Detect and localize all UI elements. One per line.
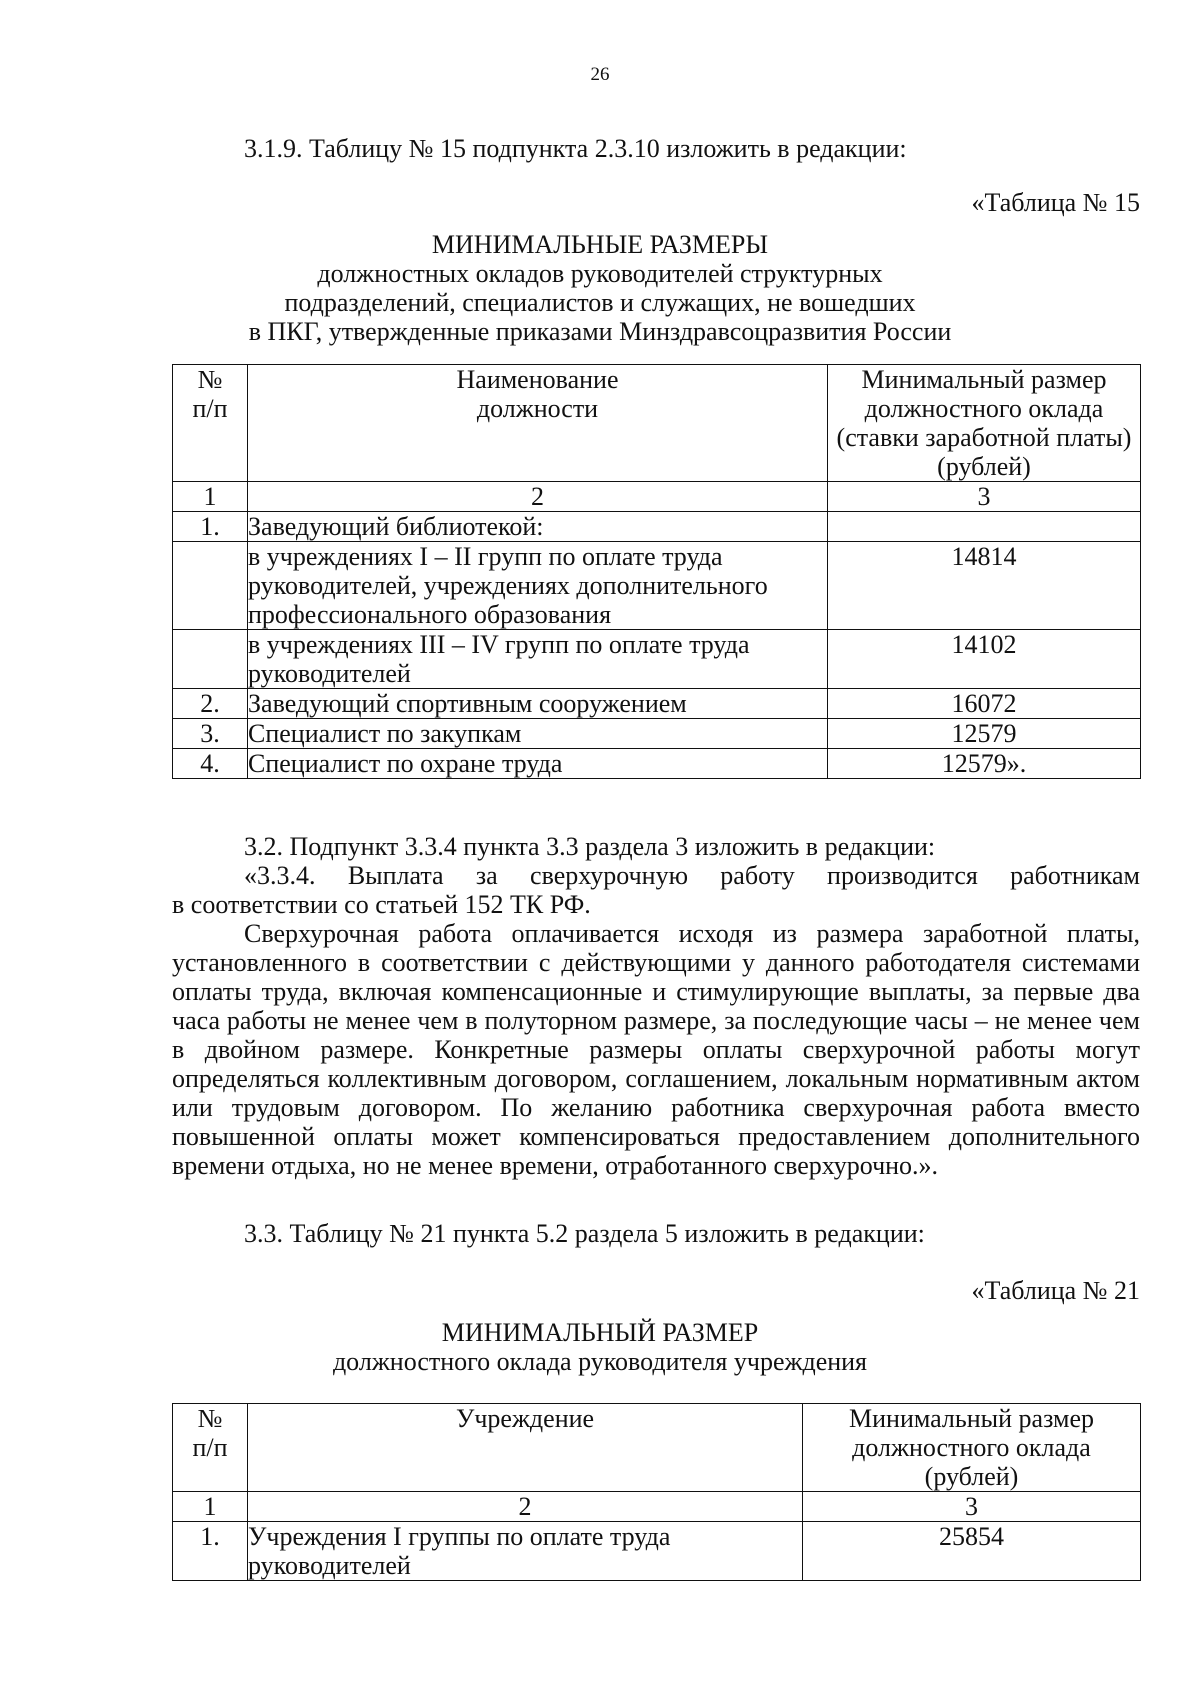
header-name: Учреждение <box>248 1404 803 1492</box>
row-value: 16072 <box>828 689 1141 719</box>
table-row <box>173 689 1141 719</box>
table15-subtitle-line: должностных окладов руководителей структурных <box>317 259 883 288</box>
header-num: № п/п <box>173 1404 248 1492</box>
section-3-3: 3.3. Таблицу № 21 пункта 5.2 раздела 5 изложить в редакции: <box>244 1219 925 1248</box>
table-21 <box>172 1403 1141 1581</box>
col-number: 3 <box>828 482 1141 512</box>
row-value: 14102 <box>828 630 1141 689</box>
table15-title: МИНИМАЛЬНЫЕ РАЗМЕРЫ <box>431 230 769 259</box>
section-3-2-heading: 3.2. Подпункт 3.3.4 пункта 3.3 раздела 3 изложить в редакции: <box>244 832 936 861</box>
row-num: 1. <box>173 1522 248 1581</box>
col-number: 2 <box>248 482 828 512</box>
table15-label: «Таблица № 15 <box>971 188 1140 217</box>
row-value <box>828 512 1141 542</box>
table-header-row <box>173 1404 1141 1492</box>
row-num <box>173 542 248 630</box>
table-row <box>173 512 1141 542</box>
table-header-row <box>173 365 1141 482</box>
column-number-row <box>173 1492 1141 1522</box>
col-number: 2 <box>248 1492 803 1522</box>
row-name: Заведующий спортивным сооружением <box>248 689 828 719</box>
row-name: Заведующий библиотекой: <box>248 512 828 542</box>
header-salary: Минимальный размер должностного оклада (ставки заработной платы) (рублей) <box>828 365 1141 482</box>
row-name: Учреждения I группы по оплате труда руководителей <box>248 1522 803 1581</box>
row-num: 3. <box>173 719 248 749</box>
section-3-1-9: 3.1.9. Таблицу № 15 подпункта 2.3.10 изложить в редакции: <box>244 134 907 163</box>
row-num: 1. <box>173 512 248 542</box>
col-number: 1 <box>173 1492 248 1522</box>
table15-subtitle-line: подразделений, специалистов и служащих, не вошедших <box>284 288 916 317</box>
section-3-3-4-first-line: «3.3.4. Выплата за сверхурочную работу производится работникам <box>244 861 1140 890</box>
row-value: 12579». <box>828 749 1141 779</box>
row-name: в учреждениях I – II групп по оплате труда руководителей, учреждениях дополнительного профессионального образования <box>248 542 828 630</box>
row-name: в учреждениях III – IV групп по оплате труда руководителей <box>248 630 828 689</box>
col-number: 3 <box>803 1492 1141 1522</box>
header-salary: Минимальный размер должностного оклада (рублей) <box>803 1404 1141 1492</box>
page-number: 26 <box>590 64 610 85</box>
row-value: 25854 <box>803 1522 1141 1581</box>
table-row <box>173 630 1141 689</box>
table15-subtitle-line: в ПКГ, утвержденные приказами Минздравсоцразвития России <box>248 317 952 346</box>
header-num: № п/п <box>173 365 248 482</box>
table21-label: «Таблица № 21 <box>971 1276 1140 1305</box>
header-name: Наименование должности <box>248 365 828 482</box>
row-num: 2. <box>173 689 248 719</box>
row-num: 4. <box>173 749 248 779</box>
table-15 <box>172 364 1141 779</box>
row-name: Специалист по охране труда <box>248 749 828 779</box>
table-row <box>173 1522 1141 1581</box>
table-row <box>173 719 1141 749</box>
column-number-row <box>173 482 1141 512</box>
table-row <box>173 749 1141 779</box>
row-value: 12579 <box>828 719 1141 749</box>
table-row <box>173 542 1141 630</box>
section-3-3-4-second-line: в соответствии со статьей 152 ТК РФ. <box>172 890 591 919</box>
col-number: 1 <box>173 482 248 512</box>
row-name: Специалист по закупкам <box>248 719 828 749</box>
table21-subtitle: должностного оклада руководителя учреждения <box>332 1347 868 1376</box>
table21-title: МИНИМАЛЬНЫЙ РАЗМЕР <box>441 1318 759 1347</box>
row-value: 14814 <box>828 542 1141 630</box>
row-num <box>173 630 248 689</box>
overtime-paragraph: Сверхурочная работа оплачивается исходя из размера заработной платы, установленного в соответствии с действующими у данного работодателя системами оплаты труда, включая компенсационные и стимулирующие выплаты, за первые два часа работы не менее чем в полуторном размере, за последующие часы – не менее чем в двойном размере. Конкретные размеры оплаты сверхурочной работы могут определяться коллективным договором, соглашением, локальным нормативным актом или трудовым договором. По желанию работника сверхурочная работа вместо повышенной оплаты может компенсироваться предоставлением дополнительного времени отдыха, но не менее времени, отработанного сверхурочно.». <box>172 919 1140 1180</box>
